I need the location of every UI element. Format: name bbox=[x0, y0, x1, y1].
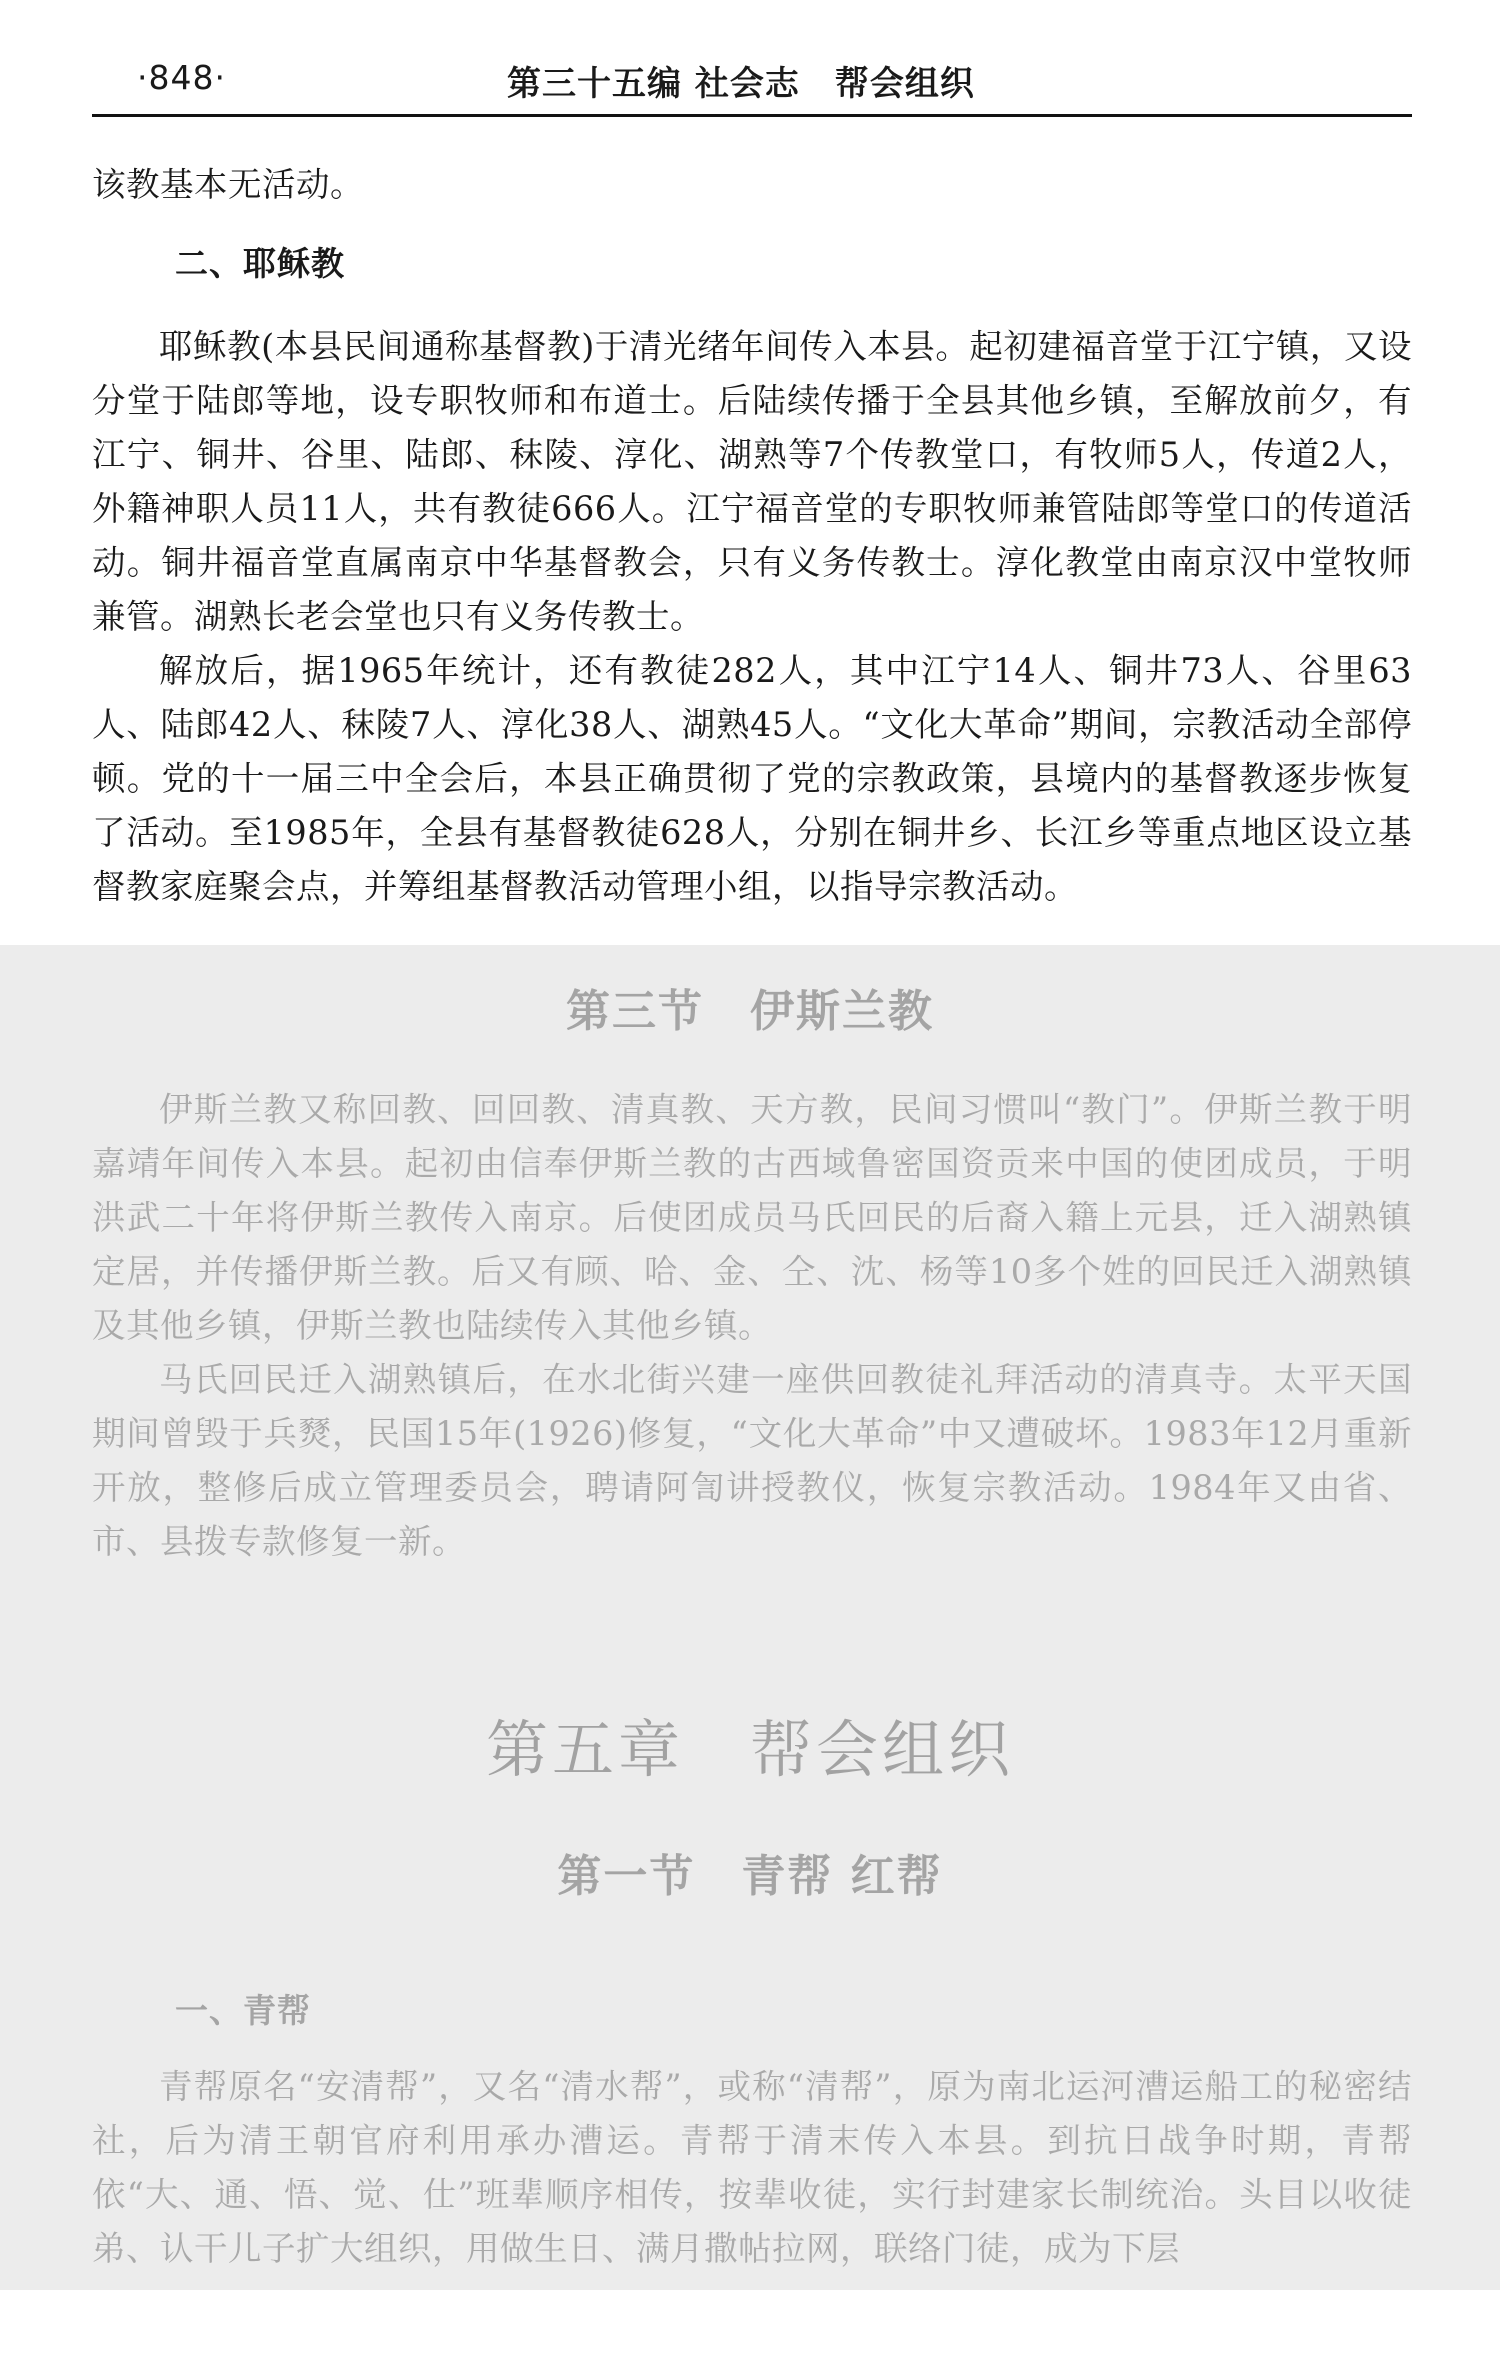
islam-body bbox=[92, 1083, 1412, 1569]
paragraph: 耶稣教(本县民间通称基督教)于清光绪年间传入本县。起初建福音堂于江宁镇，又设分堂于陆郎等地，设专职牧师和布道士。后陆续传播于全县其他乡镇，至解放前夕，有江宁、铜井、谷里、陆郎、秣陵、淳化、湖熟等7个传教堂口，有牧师5人，传道2人，外籍神职人员11人，共有教徒666人。江宁福音堂的专职牧师兼管陆郎等堂口的传道活动。铜井福音堂直属南京中华基督教会，只有义务传教士。淳化教堂由南京汉中堂牧师兼管。湖熟长老会堂也只有义务传教士。 bbox=[92, 327, 1412, 636]
page-number: ·848· bbox=[137, 58, 226, 97]
continuation-block bbox=[92, 158, 1412, 212]
protestantism-body bbox=[92, 320, 1412, 914]
section-title-green-red-gang: 第一节 青帮 红帮 bbox=[557, 1851, 943, 1902]
page-header bbox=[92, 52, 1412, 117]
running-title: 第三十五编 社会志 帮会组织 bbox=[507, 64, 975, 104]
paragraph: 解放后，据1965年统计，还有教徒282人，其中江宁14人、铜井73人、谷里63人、陆郎42人、秣陵7人、淳化38人、湖熟45人。“文化大革命”期间，宗教活动全部停顿。党的十一届三中全会后，本县正确贯彻了党的宗教政策，县境内的基督教逐步恢复了活动。至1985年，全县有基督教徒628人，分别在铜井乡、长江乡等重点地区设立基督教家庭聚会点，并筹组基督教活动管理小组，以指导宗教活动。 bbox=[92, 651, 1412, 906]
subheading-green-gang: 一、青帮 bbox=[175, 1991, 311, 2030]
paragraph: 马氏回民迁入湖熟镇后，在水北街兴建一座供回教徒礼拜活动的清真寺。太平天国期间曾毁于兵燹，民国15年(1926)修复，“文化大革命”中又遭破坏。1983年12月重新开放，整修后成立管理委员会，聘请阿訇讲授教仪，恢复宗教活动。1984年又由省、市、县拨专款修复一新。 bbox=[92, 1360, 1412, 1561]
chapter-title: 第五章 帮会组织 bbox=[485, 1713, 1014, 1786]
continuation-text: 该教基本无活动。 bbox=[92, 165, 364, 204]
paragraph: 伊斯兰教又称回教、回回教、清真教、天方教，民间习惯叫“教门”。伊斯兰教于明嘉靖年间传入本县。起初由信奉伊斯兰教的古西域鲁密国资贡来中国的使团成员，于明洪武二十年将伊斯兰教传入南京。后使团成员马氏回民的后裔入籍上元县，迁入湖熟镇定居，并传播伊斯兰教。后又有顾、哈、金、仝、沈、杨等10多个姓的回民迁入湖熟镇及其他乡镇，伊斯兰教也陆续传入其他乡镇。 bbox=[92, 1090, 1412, 1345]
subheading-protestantism: 二、耶稣教 bbox=[175, 244, 345, 283]
section-title-islam: 第三节 伊斯兰教 bbox=[566, 986, 934, 1037]
faded-region bbox=[0, 945, 1500, 2290]
green-gang-body bbox=[92, 2060, 1412, 2276]
paragraph: 青帮原名“安清帮”，又名“清水帮”，或称“清帮”，原为南北运河漕运船工的秘密结社，后为清王朝官府利用承办漕运。青帮于清末传入本县。到抗日战争时期，青帮依“大、通、悟、觉、仕”班辈顺序相传，按辈收徒，实行封建家长制统治。头目以收徒弟、认干儿子扩大组织，用做生日、满月撒帖拉网，联络门徒，成为下层 bbox=[92, 2067, 1412, 2268]
